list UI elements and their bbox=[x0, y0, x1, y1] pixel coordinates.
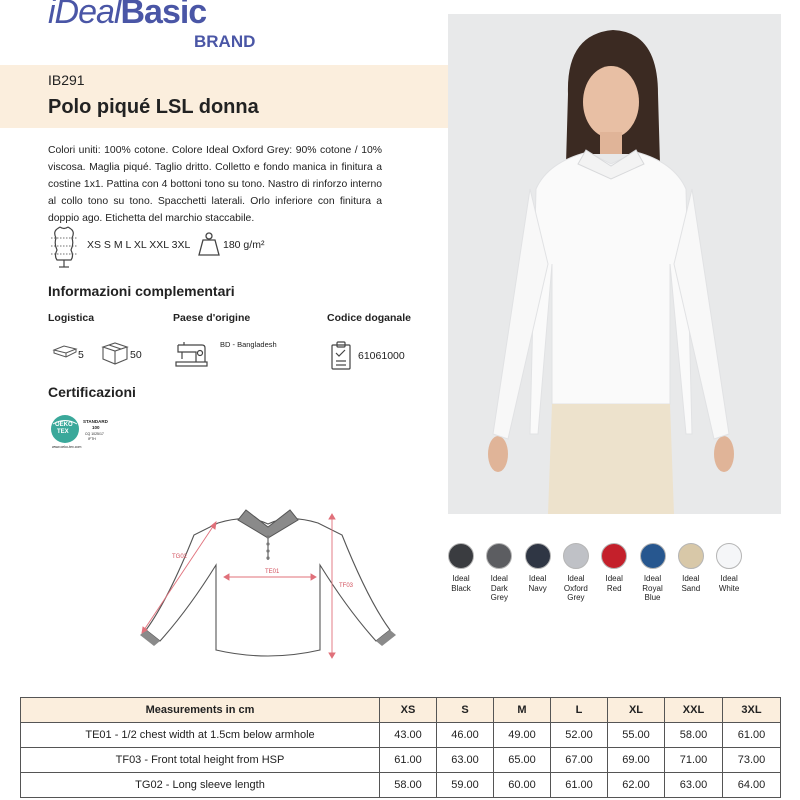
color-swatch-dot bbox=[525, 543, 551, 569]
table-cell: 65.00 bbox=[494, 748, 551, 773]
large-box-icon bbox=[101, 340, 129, 366]
brand-logo bbox=[48, 0, 258, 56]
table-cell: 67.00 bbox=[551, 748, 608, 773]
table-cell: 49.00 bbox=[494, 723, 551, 748]
logistics-label: Logistica bbox=[48, 312, 95, 324]
color-swatch-dot bbox=[563, 543, 589, 569]
customs-clipboard-icon bbox=[330, 341, 352, 371]
color-swatch[interactable] bbox=[480, 543, 518, 603]
table-cell: 69.00 bbox=[608, 748, 665, 773]
table-header-cell: Measurements in cm bbox=[21, 698, 380, 723]
measurements-table bbox=[20, 697, 781, 798]
table-row bbox=[21, 723, 781, 748]
table-header-cell: 3XL bbox=[723, 698, 781, 723]
table-cell: TE01 - 1/2 chest width at 1.5cm below armhole bbox=[21, 723, 380, 748]
color-swatch[interactable] bbox=[710, 543, 748, 593]
tex-label: TEX bbox=[57, 429, 69, 435]
color-swatch[interactable] bbox=[634, 543, 672, 603]
color-swatch-dot bbox=[486, 543, 512, 569]
table-cell: 73.00 bbox=[723, 748, 781, 773]
color-swatch-dot bbox=[640, 543, 666, 569]
table-cell: 63.00 bbox=[437, 748, 494, 773]
brand-logo-subtitle: BRAND bbox=[194, 32, 256, 51]
color-swatch-dot bbox=[716, 543, 742, 569]
color-swatch-dot bbox=[448, 543, 474, 569]
color-swatch-label: Ideal Navy bbox=[528, 574, 547, 593]
model-illustration bbox=[448, 14, 781, 514]
product-description: Colori uniti: 100% cotone. Colore Ideal Oxford Grey: 90% cotone / 10% viscosa. Maglia piqué. Taglio dritto. Colletto e fondo manica in finitura a costine 1x1. Pattina con 4 bottoni tono su tono. Nastro di rinforzo interno al collo tono su tono. Spacchetti laterali. Orlo inferiore con finitura a doppio ago. Etichetta del marchio staccabile. bbox=[48, 145, 382, 224]
standard-number: 100 bbox=[92, 425, 100, 430]
table-header-cell: XL bbox=[608, 698, 665, 723]
table-cell: 61.00 bbox=[380, 748, 437, 773]
table-cell: 71.00 bbox=[665, 748, 723, 773]
table-cell: 61.00 bbox=[551, 773, 608, 798]
table-cell: 55.00 bbox=[608, 723, 665, 748]
brand-logo-wordmark: iDealBasic bbox=[48, 0, 207, 31]
sizes-weight-row bbox=[48, 224, 388, 268]
color-swatch-label: Ideal Sand bbox=[681, 574, 701, 593]
sketch-label-height: TF03 bbox=[339, 583, 354, 589]
origin-value: BD - Bangladesh bbox=[220, 340, 277, 349]
color-swatch-label: Ideal Royal Blue bbox=[642, 574, 663, 602]
info-heading: Informazioni complementari bbox=[48, 283, 235, 299]
small-pack-count: 5 bbox=[78, 349, 84, 361]
product-ref: IB291 bbox=[48, 72, 85, 88]
product-photo bbox=[448, 14, 781, 514]
color-swatch-label: Ideal Black bbox=[451, 574, 471, 593]
table-cell: 52.00 bbox=[551, 723, 608, 748]
color-swatch-dot bbox=[678, 543, 704, 569]
customs-value: 61061000 bbox=[358, 350, 405, 362]
color-swatch[interactable] bbox=[672, 543, 710, 593]
table-cell: 59.00 bbox=[437, 773, 494, 798]
color-swatches bbox=[442, 543, 800, 613]
table-row bbox=[21, 773, 781, 798]
table-cell: 46.00 bbox=[437, 723, 494, 748]
product-title: Polo piqué LSL donna bbox=[48, 96, 259, 118]
small-box-icon bbox=[52, 343, 78, 359]
table-row bbox=[21, 748, 781, 773]
sketch-label-chest: TE01 bbox=[265, 569, 280, 575]
table-cell: TF03 - Front total height from HSP bbox=[21, 748, 380, 773]
mannequin-icon bbox=[48, 224, 80, 268]
size-range: XS S M L XL XXL 3XL bbox=[87, 239, 191, 251]
table-cell: TG02 - Long sleeve length bbox=[21, 773, 380, 798]
color-swatch-label: Ideal Oxford Grey bbox=[563, 574, 588, 602]
color-swatch-dot bbox=[601, 543, 627, 569]
table-header-cell: L bbox=[551, 698, 608, 723]
color-swatch-label: Ideal Red bbox=[605, 574, 623, 593]
table-header-row bbox=[21, 698, 781, 723]
cert-heading: Certificazioni bbox=[48, 384, 136, 400]
color-swatch[interactable] bbox=[595, 543, 633, 593]
weight-icon bbox=[198, 231, 220, 257]
standard-label: STANDARD bbox=[83, 419, 108, 424]
table-cell: 61.00 bbox=[723, 723, 781, 748]
large-pack-count: 50 bbox=[130, 349, 142, 361]
color-swatch[interactable] bbox=[519, 543, 557, 593]
oeko-tex-badge bbox=[50, 414, 118, 452]
fabric-weight: 180 g/m² bbox=[223, 239, 265, 251]
color-swatch[interactable] bbox=[442, 543, 480, 593]
table-cell: 64.00 bbox=[723, 773, 781, 798]
table-cell: 60.00 bbox=[494, 773, 551, 798]
color-swatch-label: Ideal Dark Grey bbox=[490, 574, 508, 602]
table-cell: 58.00 bbox=[665, 723, 723, 748]
table-header-cell: XS bbox=[380, 698, 437, 723]
sewing-machine-icon bbox=[174, 339, 208, 369]
table-header-cell: M bbox=[494, 698, 551, 723]
table-cell: 58.00 bbox=[380, 773, 437, 798]
customs-label: Codice doganale bbox=[327, 312, 412, 324]
sketch-label-sleeve: TG02 bbox=[172, 554, 188, 560]
cert-site: www.oeko-tex.com bbox=[52, 445, 82, 449]
origin-label: Paese d'origine bbox=[173, 312, 251, 324]
color-swatch[interactable] bbox=[557, 543, 595, 603]
table-cell: 43.00 bbox=[380, 723, 437, 748]
table-cell: 62.00 bbox=[608, 773, 665, 798]
color-swatch-label: Ideal White bbox=[718, 574, 740, 593]
cert-code-2: IFTH bbox=[88, 437, 96, 441]
table-cell: 63.00 bbox=[665, 773, 723, 798]
cert-code-1: CQ 1025/17 bbox=[85, 432, 104, 436]
table-header-cell: XXL bbox=[665, 698, 723, 723]
table-header-cell: S bbox=[437, 698, 494, 723]
garment-technical-sketch bbox=[128, 500, 408, 670]
oeko-label: OEKO bbox=[55, 422, 73, 428]
